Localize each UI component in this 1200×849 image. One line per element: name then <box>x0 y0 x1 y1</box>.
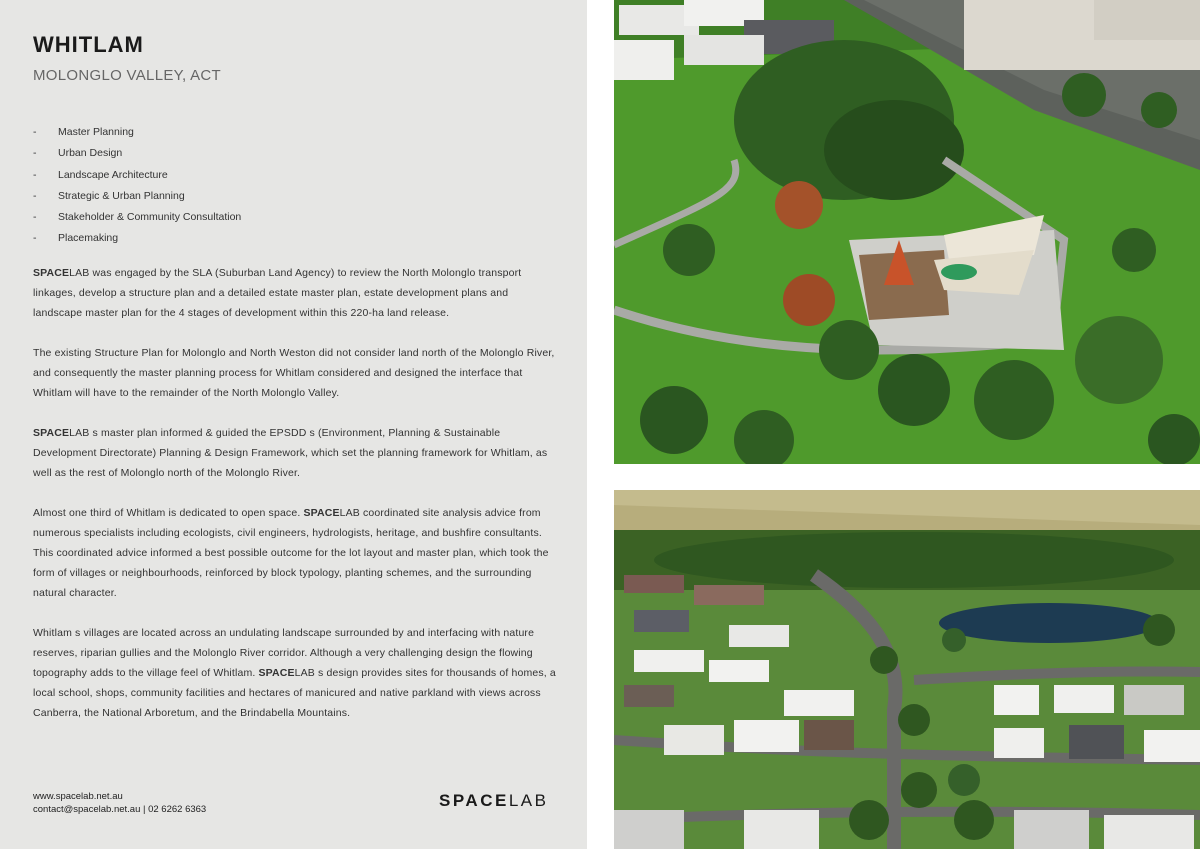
brand-name: SPACELAB <box>33 427 90 439</box>
paragraph-open-space: Almost one third of Whitlam is dedicated to open space. SPACELAB coordinated site analysis advice from numerous specialists including ecologists, civil engineers, hydrologists, heritage, and bushfire consultants. This coordinated advice informed a best possible outcome for the lot layout and master plan, which took the form of villages or neighbourhoods, reinforced by block typology, planting schemes, and the surrounding natural character. <box>33 507 549 599</box>
spacelab-logo: SPACELAB <box>439 791 549 810</box>
brand-name: SPACELAB <box>33 267 90 279</box>
service-item: - Stakeholder & Community Consultation <box>33 211 242 224</box>
body-text <box>33 263 558 743</box>
paragraph-engagement: SPACELAB was engaged by the SLA (Suburban Land Agency) to review the North Molonglo transport linkages, develop a structure plan and a detailed estate master plan, estate development plans and landscape master plan for the 4 stages of development within this 220-ha land release. <box>33 267 522 319</box>
page-title: WHITLAM <box>33 32 144 57</box>
residential-aerial-render <box>614 490 1200 849</box>
text-panel <box>0 0 587 849</box>
park-playground-render <box>614 0 1200 464</box>
service-item: - Master Planning <box>33 126 134 138</box>
paragraph-structure-plan: The existing Structure Plan for Molonglo and North Weston did not consider land north of the Molonglo River, and consequently the master planning process for Whitlam considered and designed the interface that Whitlam will have to the remainder of the North Molonglo Valley. <box>33 347 555 399</box>
brand-name: SPACELAB <box>258 667 315 679</box>
paragraph-villages: Whitlam s villages are located across an undulating landscape surrounded by and interfacing with nature reserves, riparian gullies and the Molonglo River corridor. Although a very challenging design the flowing topography adds to the village feel of Whitlam. SPACELAB s design provides sites for thousands of homes, a local school, shops, community facilities and hectares of manicured and native parkland with views across Canberra, the National Arboretum, and the Brindabella Mountains. <box>33 627 556 719</box>
service-item: - Urban Design <box>33 147 123 160</box>
brand-name: SPACELAB <box>303 507 360 519</box>
contact-block <box>33 790 206 816</box>
service-item: - Placemaking <box>33 232 119 245</box>
paragraph-framework: SPACELAB s master plan informed & guided the EPSDD s (Environment, Planning & Sustainable Development Directorate) Planning & Design Framework, which set the planning framework for Whitlam, as well as the rest of Molonglo north of the Molonglo River. <box>33 427 548 479</box>
services-list <box>33 124 241 252</box>
page-subtitle: MOLONGLO VALLEY, ACT <box>33 67 222 84</box>
website-link[interactable]: www.spacelab.net.au <box>33 791 123 802</box>
service-item: - Landscape Architecture <box>33 168 168 181</box>
email-phone-link[interactable]: contact@spacelab.net.au | 02 6262 6363 <box>33 804 207 815</box>
service-item: - Strategic & Urban Planning <box>33 189 185 202</box>
